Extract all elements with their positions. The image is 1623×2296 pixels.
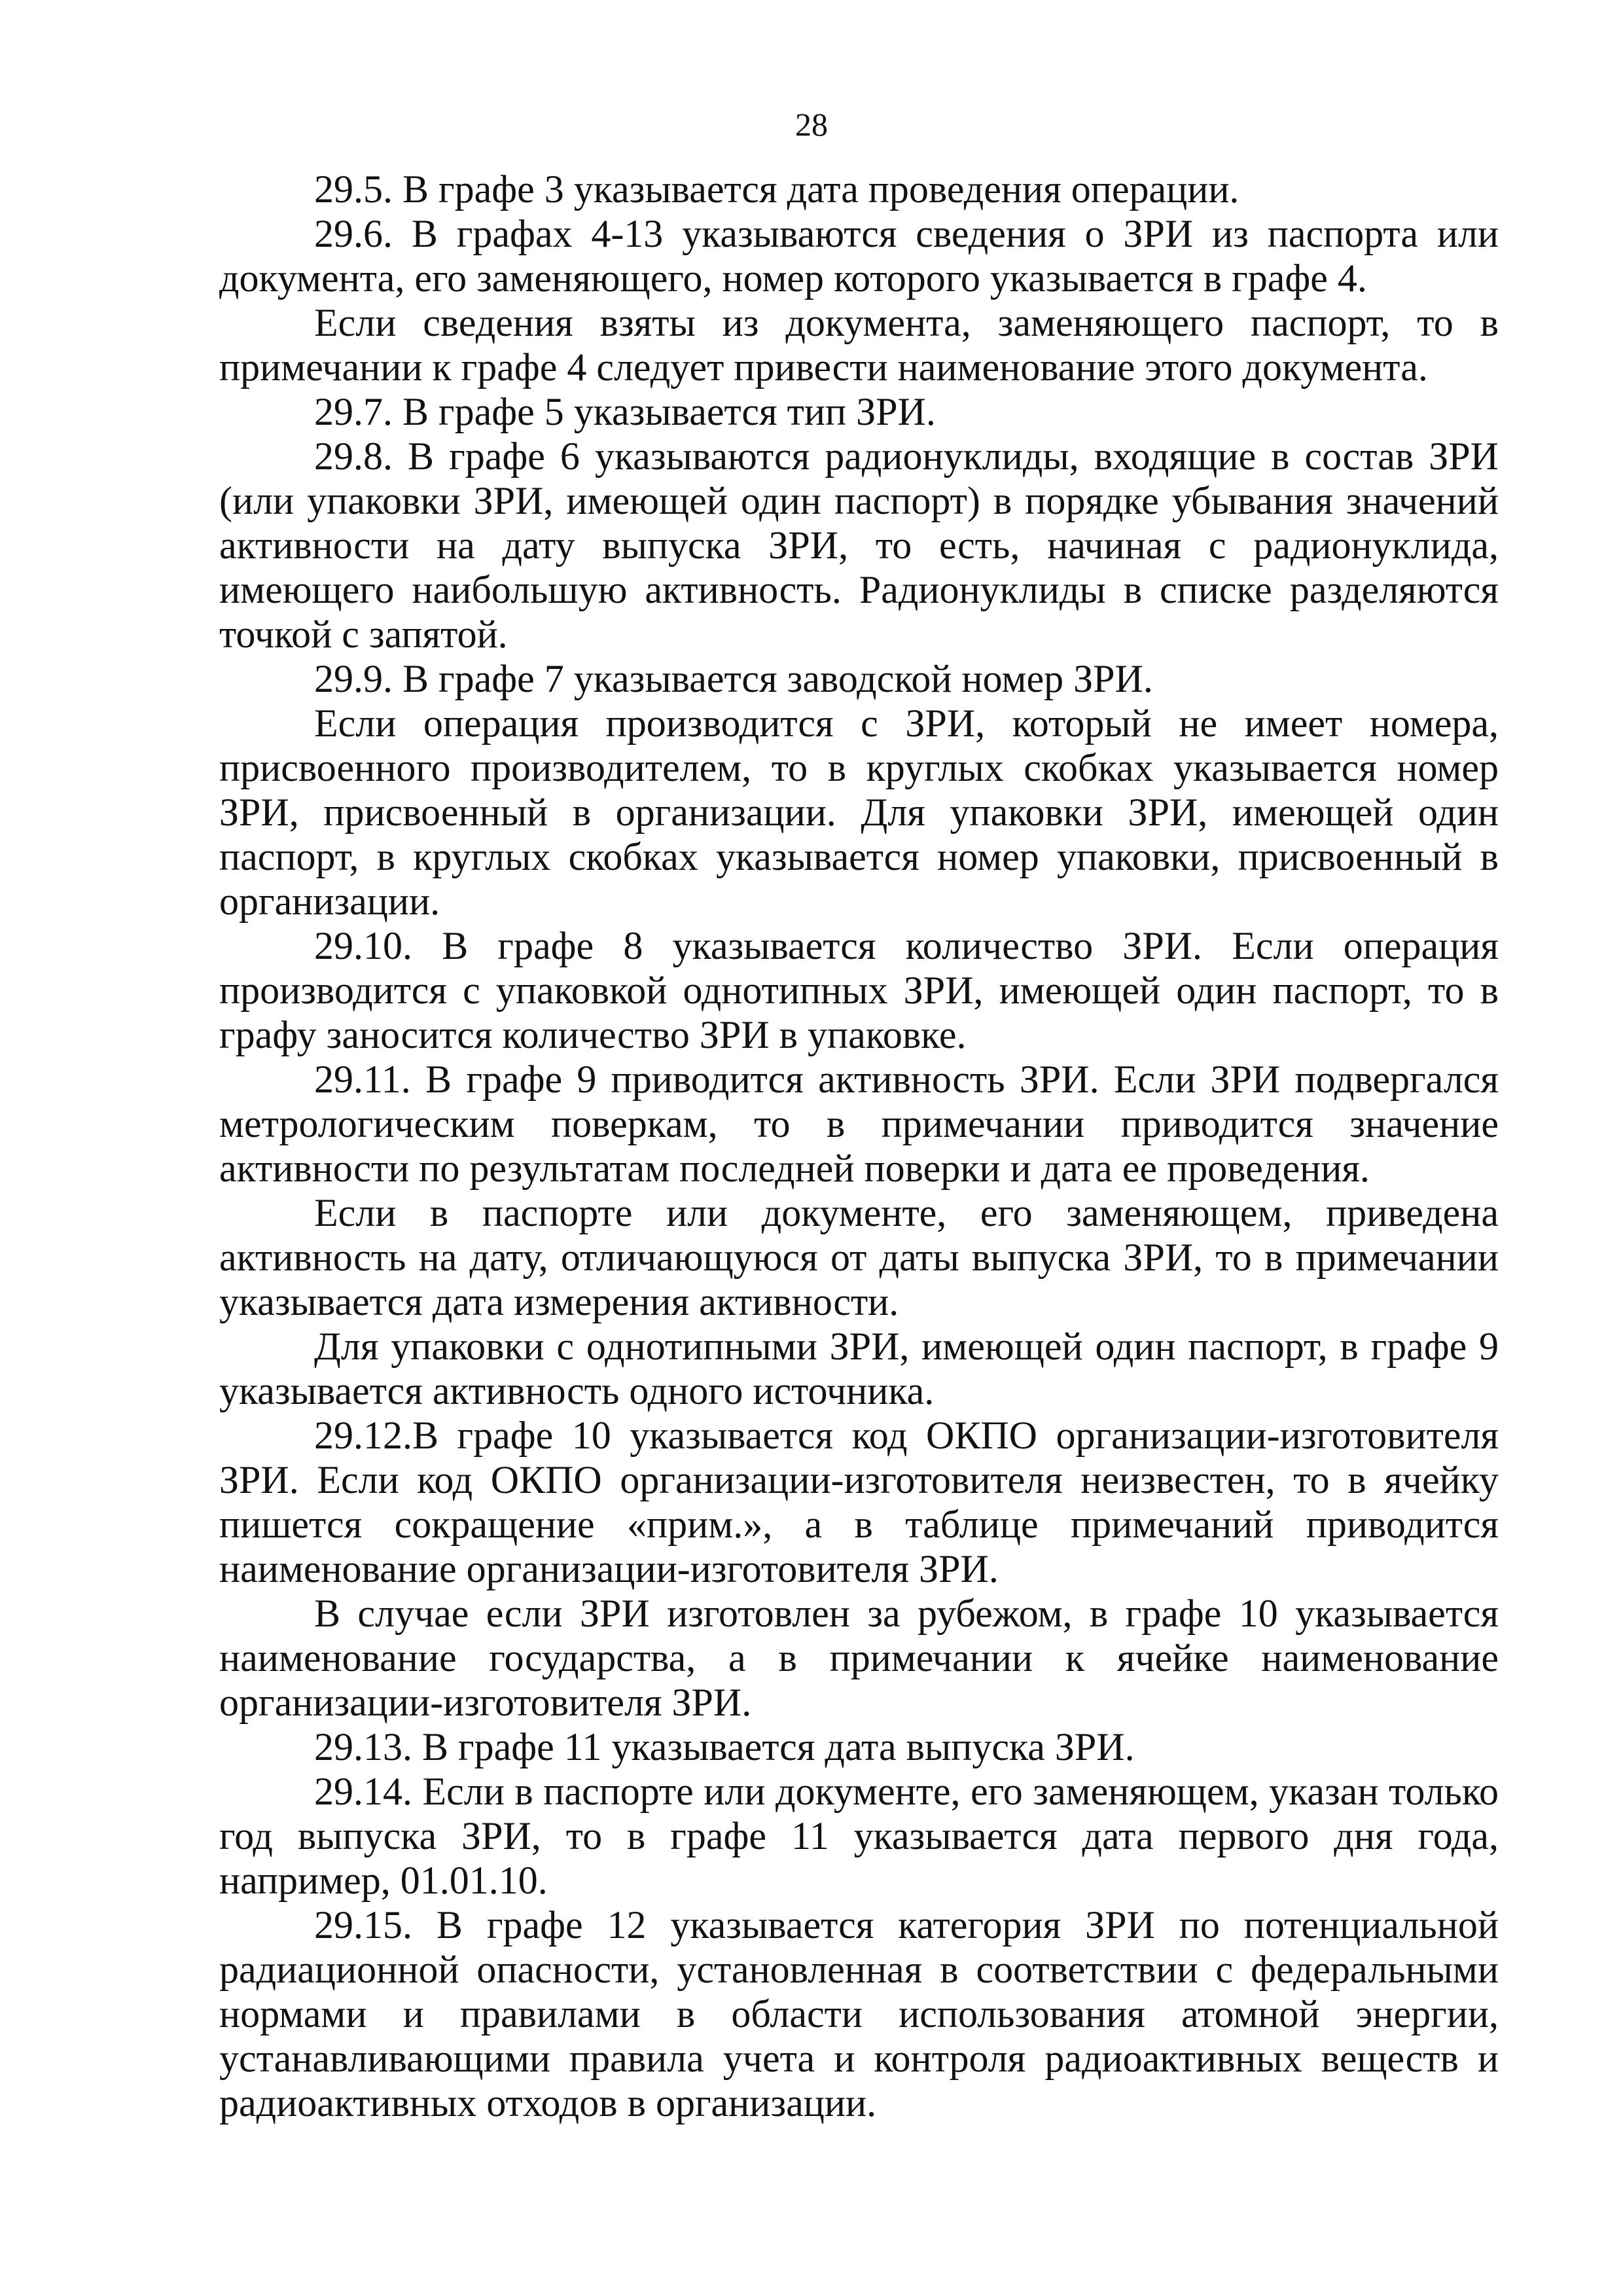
paragraph-29-11: 29.11. В графе 9 приводится активность ЗРИ. Если ЗРИ подвергался метрологическим поверкам, то в примечании приводится значение активности по результатам последней поверки и дата ее проведения.: [219, 1058, 1499, 1190]
paragraph-29-8: 29.8. В графе 6 указываются радионуклиды, входящие в состав ЗРИ (или упаковки ЗРИ, имеющей один паспорт) в порядке убывания значений активности на дату выпуска ЗРИ, то есть, начиная с радионуклида, имеющего наибольшую активность. Радионуклиды в списке разделяются точкой с запятой.: [219, 435, 1499, 656]
paragraph-29-9-note: Если операция производится с ЗРИ, который не имеет номера, присвоенного производителем, то в круглых скобках указывается номер ЗРИ, присвоенный в организации. Для упаковки ЗРИ, имеющей один паспорт, в круглых скобках указывается номер упаковки, присвоенный в организации.: [219, 702, 1499, 923]
paragraph-29-9: 29.9. В графе 7 указывается заводской номер ЗРИ.: [314, 657, 1153, 700]
paragraph-29-6-note: Если сведения взяты из документа, заменяющего паспорт, то в примечании к графе 4 следует привести наименование этого документа.: [219, 301, 1499, 389]
paragraph-29-10: 29.10. В графе 8 указывается количество ЗРИ. Если операция производится с упаковкой однотипных ЗРИ, имеющей один паспорт, то в графу заносится количество ЗРИ в упаковке.: [219, 924, 1499, 1056]
paragraph-29-5: 29.5. В графе 3 указывается дата проведения операции.: [314, 168, 1240, 211]
document-body: [219, 167, 1499, 2125]
page-number: 28: [795, 106, 828, 143]
paragraph-29-15: 29.15. В графе 12 указывается категория ЗРИ по потенциальной радиационной опасности, установленная в соответствии с федеральными нормами и правилами в области использования атомной энергии, устанавливающими правила учета и контроля радиоактивных веществ и радиоактивных отходов в организации.: [219, 1903, 1499, 2125]
paragraph-29-6: 29.6. В графах 4-13 указываются сведения о ЗРИ из паспорта или документа, его заменяющего, номер которого указывается в графе 4.: [219, 212, 1499, 300]
paragraph-29-12: 29.12.В графе 10 указывается код ОКПО организации-изготовителя ЗРИ. Если код ОКПО организации-изготовителя неизвестен, то в ячейку пишется сокращение «прим.», а в таблице примечаний приводится наименование организации-изготовителя ЗРИ.: [219, 1414, 1499, 1590]
paragraph-29-12-note: В случае если ЗРИ изготовлен за рубежом, в графе 10 указывается наименование государства, а в примечании к ячейке наименование организации-изготовителя ЗРИ.: [219, 1592, 1499, 1724]
paragraph-29-14: 29.14. Если в паспорте или документе, его заменяющем, указан только год выпуска ЗРИ, то в графе 11 указывается дата первого дня года, например, 01.01.10.: [219, 1770, 1499, 1902]
paragraph-29-11-note-2: Для упаковки с однотипными ЗРИ, имеющей один паспорт, в графе 9 указывается активность одного источника.: [219, 1325, 1499, 1412]
paragraph-29-7: 29.7. В графе 5 указывается тип ЗРИ.: [314, 390, 936, 433]
paragraph-29-13: 29.13. В графе 11 указывается дата выпуска ЗРИ.: [314, 1725, 1135, 1768]
paragraph-29-11-note-1: Если в паспорте или документе, его заменяющем, приведена активность на дату, отличающуюся от даты выпуска ЗРИ, то в примечании указывается дата измерения активности.: [219, 1191, 1499, 1323]
